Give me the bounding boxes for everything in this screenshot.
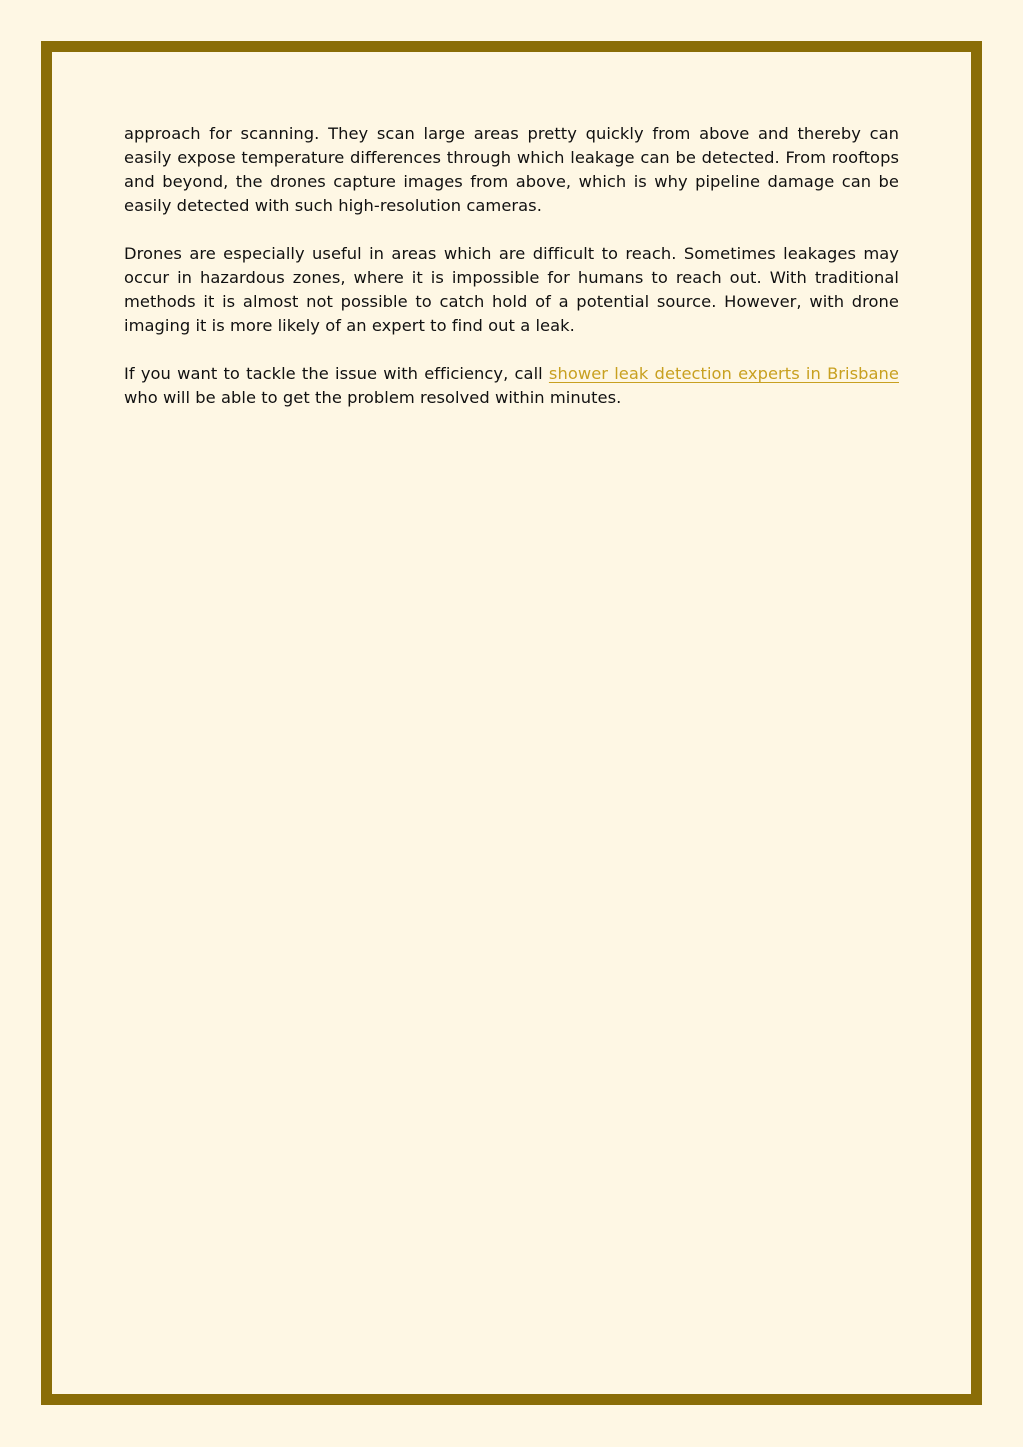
document-body	[124, 122, 899, 434]
paragraph-drone-scanning: approach for scanning. They scan large areas pretty quickly from above and thereby can easily expose temperature differences through which leakage can be detected. From rooftops and beyond, the drones capture images from above, which is why pipeline damage can be easily detected with such high-resolution cameras.	[124, 124, 899, 215]
cta-text-after: who will be able to get the problem resolved within minutes.	[124, 388, 622, 407]
paragraph-hard-to-reach-areas: Drones are especially useful in areas which are difficult to reach. Sometimes leakages may occur in hazardous zones, where it is impossible for humans to reach out. With traditional methods it is almost not possible to catch hold of a potential source. However, with drone imaging it is more likely of an expert to find out a leak.	[124, 244, 899, 335]
shower-leak-detection-link[interactable]: shower leak detection experts in Brisbane	[548, 364, 899, 383]
paragraph-call-to-action	[124, 362, 899, 410]
cta-text-before: If you want to tackle the issue with efficiency, call	[124, 364, 549, 383]
